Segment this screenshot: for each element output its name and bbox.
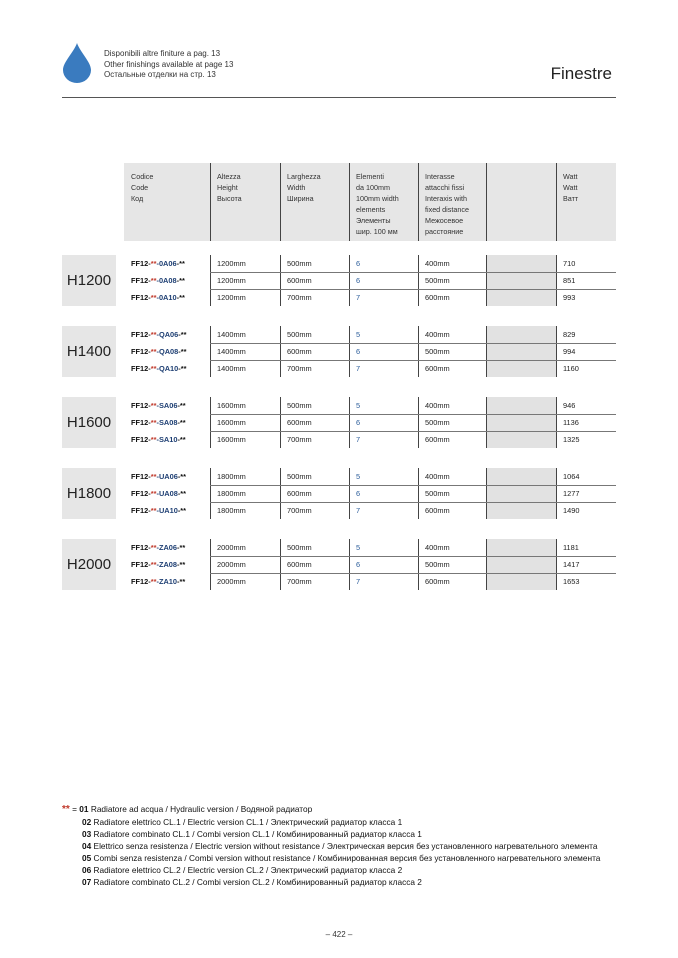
interaxis-cell: 400mm [425, 543, 450, 552]
column-divider [418, 397, 419, 448]
width-cell: 600mm [287, 560, 312, 569]
height-group-label: H1800 [62, 468, 116, 519]
code-model: -QA06 [156, 330, 179, 339]
elements-cell: 6 [356, 347, 361, 356]
column-divider [556, 255, 557, 306]
code-model: -0A10 [156, 293, 177, 302]
code-model: -ZA08 [156, 560, 178, 569]
product-code [131, 364, 186, 374]
height-cell: 1800mm [217, 489, 246, 498]
code-version-marker: ** [150, 259, 157, 268]
code-finish-marker: -** [178, 364, 187, 373]
column-divider [210, 397, 211, 448]
column-header [563, 171, 578, 204]
legend-item-text: Radiatore ad acqua / Hydraulic version / Водяной радиатор [90, 804, 313, 814]
column-divider [418, 163, 419, 241]
empty-column-cell [487, 255, 556, 306]
interaxis-cell: 600mm [425, 506, 450, 515]
empty-column-cell [487, 468, 556, 519]
column-divider [280, 468, 281, 519]
row-separator [210, 502, 616, 503]
water-drop-icon [62, 42, 92, 84]
product-code [131, 401, 186, 411]
column-header-line: Элементы [356, 216, 391, 225]
column-divider [210, 326, 211, 377]
width-cell: 500mm [287, 401, 312, 410]
height-cell: 1600mm [217, 435, 246, 444]
column-divider [280, 397, 281, 448]
height-cell: 1600mm [217, 401, 246, 410]
elements-cell: 6 [356, 418, 361, 427]
code-version-marker: ** [150, 577, 157, 586]
watt-cell: 1490 [563, 506, 580, 515]
row-separator [210, 343, 616, 344]
width-cell: 500mm [287, 259, 312, 268]
column-divider [280, 539, 281, 590]
interaxis-cell: 500mm [425, 347, 450, 356]
elements-cell: 6 [356, 259, 361, 268]
code-model: -UA08 [156, 489, 178, 498]
legend-item-number: 07 [82, 877, 92, 887]
code-model: -QA10 [156, 364, 179, 373]
code-version-marker: ** [150, 347, 157, 356]
column-divider [210, 539, 211, 590]
code-model: -SA06 [156, 401, 178, 410]
column-header-line: Код [131, 194, 144, 203]
code-finish-marker: -** [178, 347, 187, 356]
interaxis-cell: 600mm [425, 293, 450, 302]
height-cell: 1600mm [217, 418, 246, 427]
column-divider [486, 397, 487, 448]
column-header-line: Interaxis with [425, 194, 467, 203]
code-prefix: FF12- [131, 401, 151, 410]
product-code [131, 347, 186, 357]
legend-item-text: Radiatore elettrico CL.1 / Electric version CL.1 / Электрический радиатор класса 1 [93, 817, 403, 827]
interaxis-cell: 500mm [425, 560, 450, 569]
legend-item-number: 04 [82, 841, 92, 851]
column-divider [418, 326, 419, 377]
width-cell: 700mm [287, 364, 312, 373]
elements-cell: 5 [356, 543, 361, 552]
column-header-line: Watt [563, 172, 578, 181]
column-divider [280, 163, 281, 241]
code-prefix: FF12- [131, 506, 151, 515]
height-cell: 1200mm [217, 293, 246, 302]
column-divider [280, 326, 281, 377]
code-prefix: FF12- [131, 347, 151, 356]
height-group-label: H1400 [62, 326, 116, 377]
row-separator [210, 485, 616, 486]
row-separator [210, 414, 616, 415]
product-code [131, 418, 186, 428]
code-finish-marker: -** [177, 577, 186, 586]
watt-cell: 946 [563, 401, 576, 410]
elements-cell: 5 [356, 330, 361, 339]
row-separator [210, 289, 616, 290]
code-finish-marker: -** [178, 330, 187, 339]
height-cell: 1400mm [217, 330, 246, 339]
code-prefix: FF12- [131, 293, 151, 302]
column-divider [486, 326, 487, 377]
code-version-marker: ** [150, 276, 157, 285]
elements-cell: 6 [356, 560, 361, 569]
height-group-label: H1200 [62, 255, 116, 306]
column-header-line: Codice [131, 172, 154, 181]
code-prefix: FF12- [131, 330, 151, 339]
height-cell: 1800mm [217, 472, 246, 481]
watt-cell: 993 [563, 293, 576, 302]
interaxis-cell: 400mm [425, 259, 450, 268]
column-header-line: расстояние [425, 227, 464, 236]
column-header-line: Interasse [425, 172, 455, 181]
code-prefix: FF12- [131, 560, 151, 569]
column-divider [418, 468, 419, 519]
column-divider [486, 468, 487, 519]
watt-cell: 1160 [563, 364, 579, 373]
column-divider [349, 255, 350, 306]
empty-column-cell [487, 397, 556, 448]
elements-cell: 7 [356, 435, 361, 444]
watt-cell: 1653 [563, 577, 580, 586]
width-cell: 600mm [287, 276, 312, 285]
code-prefix: FF12- [131, 435, 151, 444]
table-header [124, 163, 616, 241]
legend-item [62, 828, 600, 840]
column-header-line: da 100mm [356, 183, 390, 192]
code-finish-marker: -** [177, 560, 186, 569]
row-separator [210, 573, 616, 574]
code-model: -ZA10 [156, 577, 178, 586]
code-version-marker: ** [150, 543, 157, 552]
elements-cell: 6 [356, 489, 361, 498]
width-cell: 500mm [287, 543, 312, 552]
interaxis-cell: 600mm [425, 577, 450, 586]
watt-cell: 994 [563, 347, 576, 356]
width-cell: 600mm [287, 347, 312, 356]
code-version-marker: ** [150, 472, 157, 481]
interaxis-cell: 400mm [425, 401, 450, 410]
width-cell: 500mm [287, 330, 312, 339]
column-header-line: Межосевое [425, 216, 464, 225]
empty-column-cell [487, 539, 556, 590]
code-finish-marker: -** [177, 506, 187, 515]
code-version-marker: ** [150, 560, 157, 569]
legend-item-text: Combi senza resistenza / Combi version without resistance / Комбинированная версия без установленного нагревательного элемента [93, 853, 601, 863]
row-separator [210, 556, 616, 557]
empty-column-cell [487, 326, 556, 377]
code-model: -QA08 [156, 347, 179, 356]
legend-item-text: Radiatore combinato CL.1 / Combi version CL.1 / Комбинированный радиатор класса 1 [93, 829, 422, 839]
finishings-note-it: Disponibili altre finiture a pag. 13 [104, 49, 221, 58]
column-divider [210, 468, 211, 519]
column-divider [210, 163, 211, 241]
product-code [131, 276, 185, 286]
product-code [131, 489, 186, 499]
legend-item-text: Elettrico senza resistenza / Electric version without resistance / Электрическая версия без установленного нагревательного элемента [93, 841, 598, 851]
height-cell: 1800mm [217, 506, 246, 515]
column-header-line: Code [131, 183, 149, 192]
column-header-line: fixed distance [425, 205, 469, 214]
code-finish-marker: -** [177, 435, 186, 444]
column-header [287, 171, 321, 204]
code-version-marker: ** [150, 401, 157, 410]
legend-item [62, 803, 600, 816]
column-divider [556, 539, 557, 590]
code-version-marker: ** [150, 506, 157, 515]
height-cell: 1200mm [217, 276, 246, 285]
legend [62, 803, 600, 888]
column-divider [349, 468, 350, 519]
product-code [131, 330, 186, 340]
column-header [356, 171, 399, 237]
code-prefix: FF12- [131, 489, 151, 498]
product-code [131, 543, 185, 553]
code-finish-marker: -** [177, 418, 186, 427]
column-divider [349, 163, 350, 241]
code-finish-marker: -** [177, 489, 187, 498]
legend-item-number: 03 [82, 829, 92, 839]
column-divider [556, 397, 557, 448]
legend-item-number: 05 [82, 853, 92, 863]
product-code [131, 577, 185, 587]
elements-cell: 7 [356, 364, 361, 373]
column-header-line: Ширина [287, 194, 314, 203]
column-header-line: Elementi [356, 172, 384, 181]
height-cell: 1400mm [217, 347, 246, 356]
finishings-note-ru: Остальные отделки на стр. 13 [104, 70, 216, 79]
code-model: -SA10 [156, 435, 178, 444]
column-header-line: Ватт [563, 194, 579, 203]
width-cell: 500mm [287, 472, 312, 481]
code-model: -ZA06 [156, 543, 178, 552]
column-header-line: Altezza [217, 172, 241, 181]
elements-cell: 5 [356, 401, 361, 410]
legend-item-text: Radiatore combinato CL.2 / Combi version CL.2 / Комбинированный радиатор класса 2 [93, 877, 422, 887]
code-model: -0A08 [156, 276, 177, 285]
elements-cell: 6 [356, 276, 361, 285]
height-cell: 2000mm [217, 543, 246, 552]
column-divider [486, 539, 487, 590]
column-divider [210, 255, 211, 306]
width-cell: 700mm [287, 293, 312, 302]
code-prefix: FF12- [131, 543, 151, 552]
width-cell: 600mm [287, 489, 312, 498]
column-header-line: Larghezza [287, 172, 321, 181]
code-finish-marker: -** [177, 401, 186, 410]
height-cell: 1200mm [217, 259, 246, 268]
finishings-note [104, 49, 233, 81]
code-finish-marker: -** [176, 276, 185, 285]
column-header [217, 171, 242, 204]
column-divider [349, 326, 350, 377]
column-header-line: Watt [563, 183, 578, 192]
width-cell: 700mm [287, 577, 312, 586]
legend-stars: ** [62, 804, 70, 815]
watt-cell: 1325 [563, 435, 580, 444]
column-divider [486, 163, 487, 241]
watt-cell: 1277 [563, 489, 580, 498]
elements-cell: 7 [356, 577, 361, 586]
column-divider [418, 539, 419, 590]
column-header-line: Высота [217, 194, 242, 203]
interaxis-cell: 500mm [425, 276, 450, 285]
column-header-line: Width [287, 183, 306, 192]
code-prefix: FF12- [131, 577, 151, 586]
width-cell: 600mm [287, 418, 312, 427]
column-divider [418, 255, 419, 306]
interaxis-cell: 600mm [425, 364, 450, 373]
legend-item [62, 840, 600, 852]
code-version-marker: ** [150, 489, 157, 498]
code-finish-marker: -** [176, 293, 185, 302]
row-separator [210, 360, 616, 361]
column-header-line: attacchi fissi [425, 183, 465, 192]
row-separator [210, 431, 616, 432]
code-model: -UA10 [156, 506, 178, 515]
legend-item-number: 06 [82, 865, 92, 875]
column-header-line: elements [356, 205, 386, 214]
watt-cell: 1136 [563, 418, 579, 427]
interaxis-cell: 400mm [425, 330, 450, 339]
column-header [425, 171, 469, 237]
product-code [131, 560, 185, 570]
interaxis-cell: 600mm [425, 435, 450, 444]
column-divider [556, 468, 557, 519]
height-cell: 2000mm [217, 577, 246, 586]
legend-item [62, 864, 600, 876]
elements-cell: 5 [356, 472, 361, 481]
code-prefix: FF12- [131, 364, 151, 373]
code-prefix: FF12- [131, 472, 151, 481]
product-code [131, 506, 186, 516]
height-cell: 1400mm [217, 364, 246, 373]
code-finish-marker: -** [177, 472, 187, 481]
column-header [131, 171, 153, 204]
legend-item [62, 816, 600, 828]
column-header-line: Height [217, 183, 238, 192]
watt-cell: 1064 [563, 472, 580, 481]
legend-item [62, 852, 600, 864]
legend-item [62, 876, 600, 888]
page-title: Finestre [550, 64, 612, 83]
code-model: -SA08 [156, 418, 178, 427]
watt-cell: 829 [563, 330, 576, 339]
code-version-marker: ** [150, 330, 157, 339]
product-code [131, 259, 185, 269]
code-finish-marker: -** [177, 543, 186, 552]
legend-item-number: 01 [79, 804, 89, 814]
legend-equals: = [72, 804, 77, 814]
finishings-note-en: Other finishings available at page 13 [104, 59, 234, 69]
code-finish-marker: -** [176, 259, 185, 268]
column-header-line: 100mm width [356, 194, 399, 203]
product-code [131, 435, 186, 445]
code-model: -UA06 [156, 472, 178, 481]
interaxis-cell: 400mm [425, 472, 450, 481]
product-code [131, 293, 185, 303]
watt-cell: 851 [563, 276, 576, 285]
column-divider [349, 539, 350, 590]
column-divider [486, 255, 487, 306]
legend-item-number: 02 [82, 817, 92, 827]
code-prefix: FF12- [131, 276, 151, 285]
column-divider [280, 255, 281, 306]
page-number: – 422 – [325, 930, 353, 939]
watt-cell: 710 [563, 259, 576, 268]
column-divider [556, 163, 557, 241]
interaxis-cell: 500mm [425, 418, 450, 427]
header-divider [62, 97, 616, 98]
legend-item-text: Radiatore elettrico CL.2 / Electric version CL.2 / Электрический радиатор класса 2 [93, 865, 403, 875]
column-divider [349, 397, 350, 448]
height-group-label: H2000 [62, 539, 116, 590]
elements-cell: 7 [356, 293, 361, 302]
code-version-marker: ** [150, 435, 157, 444]
elements-cell: 7 [356, 506, 361, 515]
watt-cell: 1417 [563, 560, 580, 569]
width-cell: 700mm [287, 435, 312, 444]
height-group-label: H1600 [62, 397, 116, 448]
code-version-marker: ** [150, 418, 157, 427]
row-separator [210, 272, 616, 273]
code-prefix: FF12- [131, 259, 151, 268]
column-header-line: шир. 100 мм [356, 227, 398, 236]
interaxis-cell: 500mm [425, 489, 450, 498]
column-divider [556, 326, 557, 377]
code-model: -0A06 [156, 259, 177, 268]
width-cell: 700mm [287, 506, 312, 515]
code-prefix: FF12- [131, 418, 151, 427]
height-cell: 2000mm [217, 560, 246, 569]
code-version-marker: ** [150, 364, 157, 373]
code-version-marker: ** [150, 293, 157, 302]
watt-cell: 1181 [563, 543, 579, 552]
product-code [131, 472, 186, 482]
